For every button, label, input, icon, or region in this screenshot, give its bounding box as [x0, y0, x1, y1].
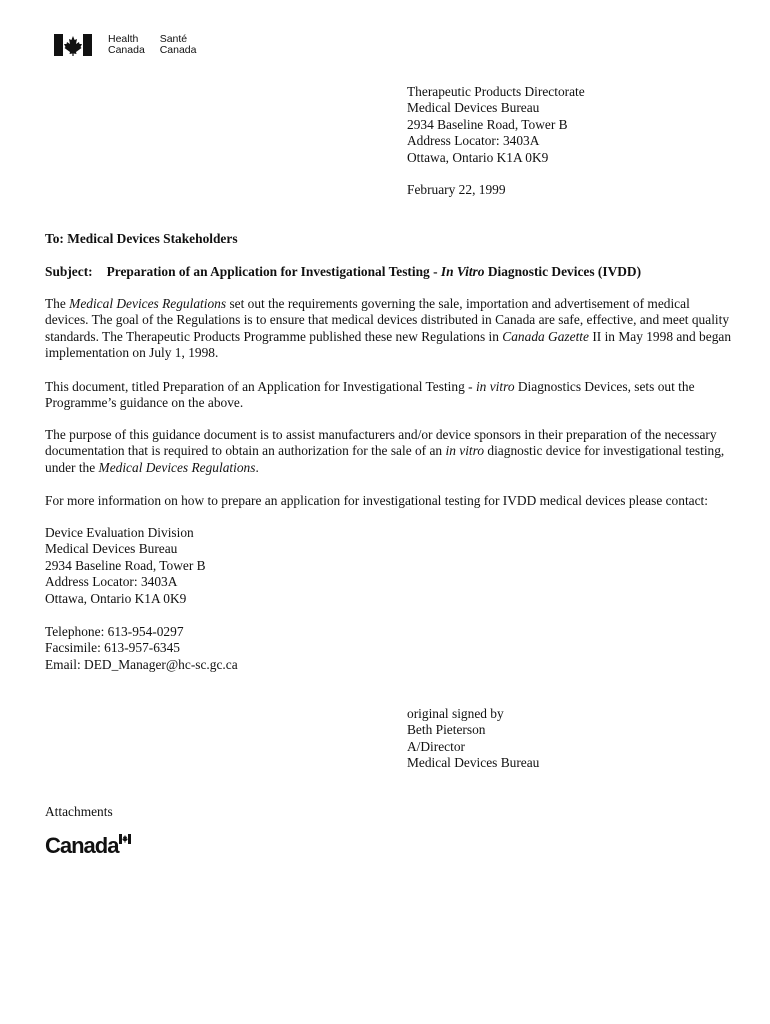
signature-block — [407, 706, 539, 772]
canada-flag-icon — [54, 34, 92, 56]
contact-address-line: Ottawa, Ontario K1A 0K9 — [45, 590, 187, 606]
italic-text: Medical Devices Regulations — [98, 459, 256, 475]
facsimile: Facsimile: 613-957-6345 — [45, 640, 181, 656]
paragraph-document-title — [45, 379, 735, 412]
text: The — [45, 296, 70, 311]
paragraph-purpose — [45, 427, 735, 476]
attachments-label: Attachments — [45, 804, 113, 819]
text: set out the requirements governing the sale, importation and advertisement of medical devices. The goal of the Regulations is to ensure that medical devices distributed in Canada are safe, effective, and meet quality standards. The Therapeutic Products Programme published these new Regulations in — [45, 296, 730, 344]
subject-line — [45, 264, 641, 280]
contact-address-line: 2934 Baseline Road, Tower B — [45, 557, 206, 573]
italic-text: Medical Devices Regulations — [69, 296, 227, 311]
paragraph-more-info: For more information on how to prepare an application for investigational testing for IVDD medical devices please contact: — [45, 493, 708, 508]
text: Diagnostics Devices, sets out the Programme’s guidance on the above. — [45, 379, 695, 411]
sender-address-line: Ottawa, Ontario K1A 0K9 — [407, 149, 549, 165]
signature-line: original signed by — [407, 706, 504, 721]
italic-text: Canada Gazette — [502, 328, 589, 344]
sender-address-line: Medical Devices Bureau — [407, 100, 540, 116]
contact-address-line: Medical Devices Bureau — [45, 541, 178, 557]
subject-text: Preparation of an Application for Investigational Testing - — [106, 264, 441, 279]
text: This document, titled Preparation of an Application for Investigational Testing - — [45, 379, 476, 394]
italic-text: in vitro — [475, 379, 515, 394]
telephone: Telephone: 613-954-0297 — [45, 624, 184, 639]
text: . — [255, 459, 259, 475]
sender-address-line: Address Locator: 3403A — [407, 133, 540, 149]
dept-fr-line2: Canada — [159, 44, 197, 56]
text: diagnostic device for investigational testing, under the — [45, 443, 725, 475]
department-name — [108, 34, 196, 56]
wordmark-flag-icon — [119, 834, 131, 844]
contact-address — [45, 525, 206, 607]
sender-address — [407, 84, 737, 166]
sender-address-line: Therapeutic Products Directorate — [407, 84, 585, 99]
dept-en-line1: Health — [108, 33, 139, 45]
health-canada-logo — [54, 34, 196, 56]
contact-address-line: Device Evaluation Division — [45, 525, 194, 540]
email-address[interactable]: Email: DED_Manager@hc-sc.gc.ca — [45, 656, 238, 672]
sender-address-line: 2934 Baseline Road, Tower B — [407, 116, 568, 132]
subject-label: Subject: — [45, 264, 93, 279]
paragraph-regulations — [45, 296, 735, 362]
wordmark-text: Canada — [45, 833, 119, 858]
signatory-name: Beth Pieterson — [407, 722, 486, 738]
department-name-english — [108, 34, 145, 56]
letter-date: February 22, 1999 — [407, 182, 506, 197]
text: II in May 1998 and began implementation on July 1, 1998. — [45, 328, 732, 361]
department-name-french — [160, 34, 197, 56]
canada-wordmark — [45, 834, 131, 858]
contact-address-line: Address Locator: 3403A — [45, 574, 178, 590]
italic-text: in vitro — [445, 443, 485, 459]
contact-info — [45, 624, 238, 673]
subject-italic: In Vitro — [440, 264, 485, 279]
signatory-unit: Medical Devices Bureau — [407, 755, 540, 771]
dept-en-line2: Canada — [108, 44, 145, 56]
text: The purpose of this guidance document is to assist manufacturers and/or device sponsors in their preparation of the necessary documentation that is required to obtain an authorization for the sale of an — [45, 427, 717, 459]
recipient-line: To: Medical Devices Stakeholders — [45, 231, 238, 246]
subject-text-end: Diagnostic Devices (IVDD) — [484, 264, 642, 279]
dept-fr-line1: Santé — [159, 33, 188, 45]
signatory-title: A/Director — [407, 738, 466, 754]
